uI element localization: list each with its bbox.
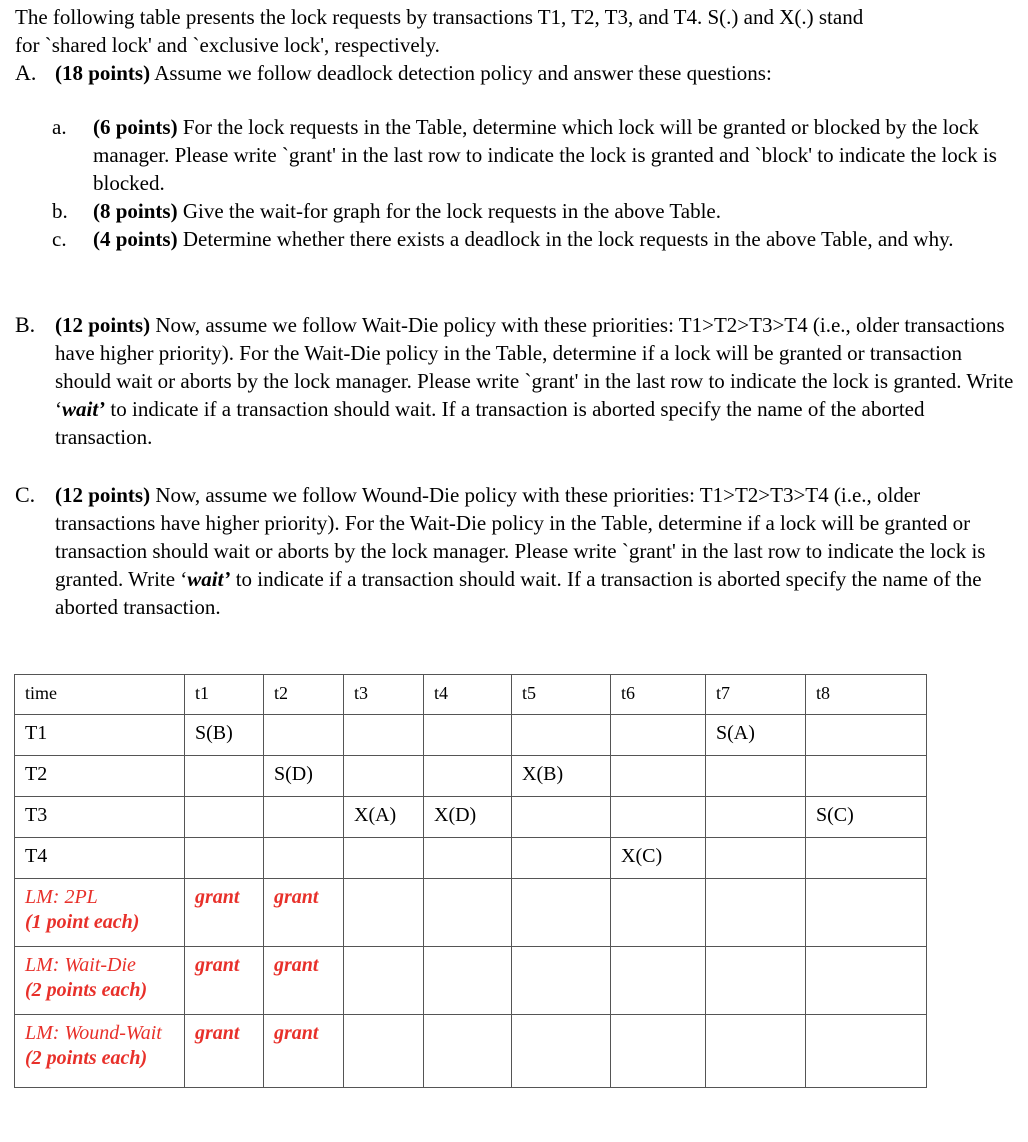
table-cell: X(B) [512,756,611,797]
table-cell [424,715,512,756]
table-cell: S(A) [706,715,806,756]
lm-answer-cell[interactable] [806,1015,927,1088]
table-cell [611,715,706,756]
table-cell [344,715,424,756]
table-cell [512,838,611,879]
section-a-letter: A. [15,60,37,85]
table-cell [806,715,927,756]
table-cell [185,838,264,879]
lm-answer-cell[interactable] [424,1015,512,1088]
section-b-body [55,311,1020,451]
header-cell: t5 [512,675,611,715]
section-c-text-1: Now, assume we follow Wound-Die policy with these priorities: T1>T2>T3>T4 (i.e., older transactions have higher priority). For the Wait-Die policy in the Table, determine if a lock will be granted or transaction should wait or aborts by the lock manager. Please write `grant' in the last row to indicate the lock is granted. Write ‘ [55,483,986,591]
table-cell [185,797,264,838]
section-a-subitems [52,113,1017,253]
sub-item-a-mark: a. [52,115,67,139]
table-cell [512,715,611,756]
header-cell: t2 [264,675,344,715]
table-cell: X(A) [344,797,424,838]
header-cell: t6 [611,675,706,715]
table-cell [185,756,264,797]
table-cell [706,838,806,879]
section-c-letter: C. [15,482,36,507]
sub-item-c-mark: c. [52,227,67,251]
table-cell [706,797,806,838]
lm-answer-cell[interactable] [344,879,424,947]
lm-answer-cell[interactable] [706,947,806,1015]
row-label: T3 [15,797,185,838]
section-c [15,481,1015,621]
sub-item-c-points: (4 points) [93,227,178,251]
lock-requests-table [14,674,927,1088]
lm-answer-cell[interactable]: grant [264,947,344,1015]
lm-answer-cell[interactable]: grant [264,879,344,947]
table-cell [611,797,706,838]
sub-item-b [52,197,1017,225]
lm-answer-cell[interactable] [611,879,706,947]
row-label: T1 [15,715,185,756]
lm-label [15,1015,185,1088]
table-cell: S(D) [264,756,344,797]
section-b-wait: wait’ [62,397,106,421]
lm-answer-cell[interactable] [424,947,512,1015]
header-cell: t4 [424,675,512,715]
header-cell: t1 [185,675,264,715]
lm-answer-cell[interactable] [424,879,512,947]
header-cell: time [15,675,185,715]
sub-item-a-points: (6 points) [93,115,178,139]
sub-item-a-text: For the lock requests in the Table, determine which lock will be granted or blocked by the lock manager. Please write `grant' in the last row to indicate the lock is granted and `block' to indicate the lock is blocked. [93,115,997,195]
lm-label-name: LM: Wound-Wait [25,1022,162,1044]
table-row-lm-wound-wait [15,1015,927,1088]
lm-answer-cell[interactable] [344,947,424,1015]
lm-label [15,947,185,1015]
table-row-t2 [15,756,927,797]
table-row-lm-wait-die [15,947,927,1015]
lm-answer-cell[interactable] [806,879,927,947]
lm-label-points: (1 point each) [25,911,140,933]
table-cell [706,756,806,797]
table-cell [611,756,706,797]
row-label: T4 [15,838,185,879]
section-b-letter: B. [15,312,36,337]
lm-answer-cell[interactable]: grant [264,1015,344,1088]
sub-item-c [52,225,1017,253]
table-row-t4 [15,838,927,879]
table-cell [806,756,927,797]
table-cell [264,715,344,756]
lm-answer-cell[interactable] [611,947,706,1015]
lm-answer-cell[interactable] [512,879,611,947]
sub-item-c-text: Determine whether there exists a deadlock in the lock requests in the above Table, and why. [177,227,954,251]
lm-answer-cell[interactable] [611,1015,706,1088]
table-cell [344,756,424,797]
lm-answer-cell[interactable]: grant [185,947,264,1015]
lm-answer-cell[interactable] [512,947,611,1015]
table-row-lm-2pl [15,879,927,947]
lm-answer-cell[interactable] [806,947,927,1015]
section-c-wait: wait’ [187,567,231,591]
lm-label-points: (2 points each) [25,1047,148,1069]
table-cell: S(C) [806,797,927,838]
lm-answer-cell[interactable]: grant [185,1015,264,1088]
header-cell: t7 [706,675,806,715]
lm-answer-cell[interactable] [512,1015,611,1088]
table-cell [806,838,927,879]
intro-line-2: for `shared lock' and `exclusive lock', respectively. [15,33,440,57]
lm-answer-cell[interactable]: grant [185,879,264,947]
table-cell [424,756,512,797]
table-cell: X(D) [424,797,512,838]
header-cell: t8 [806,675,927,715]
lm-label-name: LM: Wait-Die [25,954,136,976]
section-a-body [55,59,1020,87]
lm-label-points: (2 points each) [25,979,148,1001]
intro-paragraph [15,3,1015,59]
intro-line-1: The following table presents the lock requests by transactions T1, T2, T3, and T4. S(.) and X(.) stand [15,5,864,29]
row-label: T2 [15,756,185,797]
lm-label-name: LM: 2PL [25,886,98,908]
lm-label [15,879,185,947]
table-row-t1 [15,715,927,756]
sub-item-a [52,113,1017,197]
table-cell [264,797,344,838]
section-c-body [55,481,1020,621]
section-a-text: Assume we follow deadlock detection policy and answer these questions: [150,61,772,85]
sub-item-b-points: (8 points) [93,199,178,223]
section-a-points: (18 points) [55,61,151,85]
sub-item-b-mark: b. [52,199,68,223]
section-b-text-2: to indicate if a transaction should wait. If a transaction is aborted specify the name of the aborted transaction. [55,397,925,449]
table-cell: X(C) [611,838,706,879]
table-row-t3 [15,797,927,838]
section-a [15,59,1015,87]
table-cell: S(B) [185,715,264,756]
table-cell [424,838,512,879]
table-cell [344,838,424,879]
lm-answer-cell[interactable] [344,1015,424,1088]
table-header-row [15,675,927,715]
section-c-points: (12 points) [55,483,151,507]
section-b-text-1: Now, assume we follow Wait-Die policy with these priorities: T1>T2>T3>T4 (i.e., older transactions have higher priority). For the Wait-Die policy in the Table, determine if a lock will be granted or transaction should wait or aborts by the lock manager. Please write `grant' in the last row to indicate the lock is granted. Write ‘ [55,313,1014,421]
table-cell [512,797,611,838]
sub-item-b-text: Give the wait-for graph for the lock requests in the above Table. [177,199,721,223]
lm-answer-cell[interactable] [706,879,806,947]
section-b [15,311,1015,451]
lm-answer-cell[interactable] [706,1015,806,1088]
table-cell [264,838,344,879]
section-b-points: (12 points) [55,313,151,337]
section-c-text-2: to indicate if a transaction should wait. If a transaction is aborted specify the name of the aborted transaction. [55,567,982,619]
header-cell: t3 [344,675,424,715]
